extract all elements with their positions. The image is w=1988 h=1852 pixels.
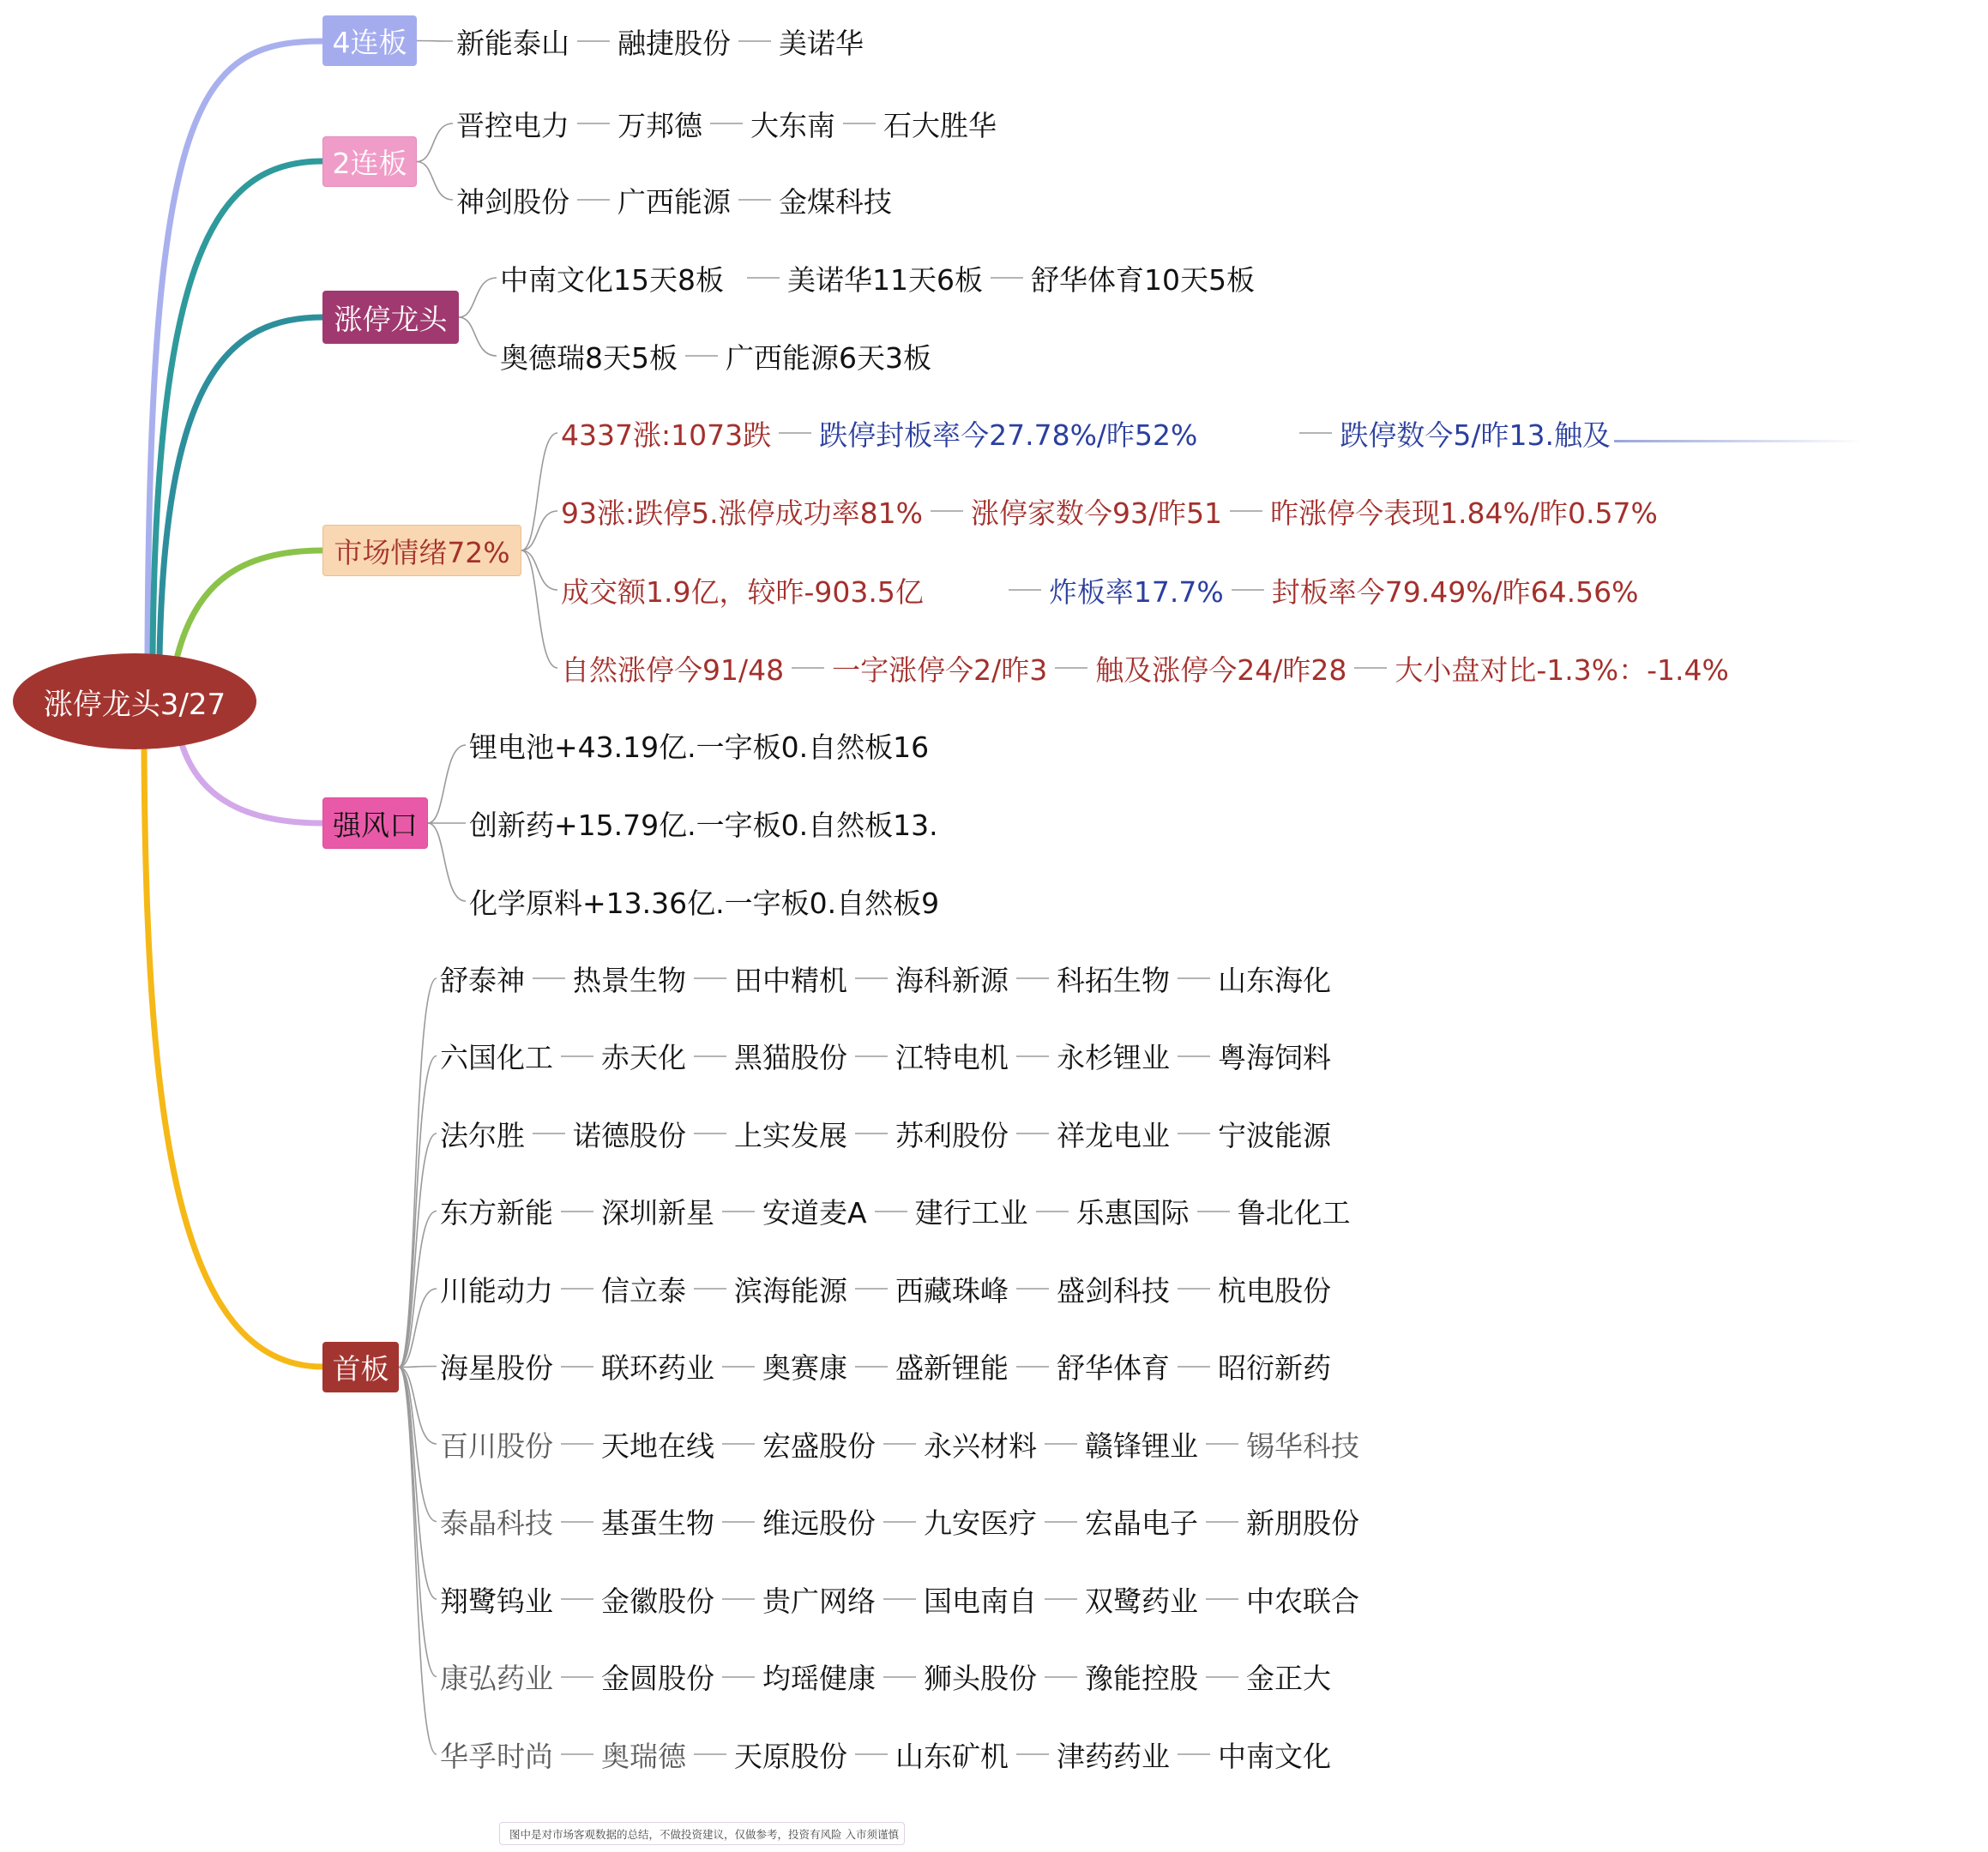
connector-line — [855, 1288, 888, 1290]
leaf-node[interactable]: 昭衍新药 — [1218, 1351, 1331, 1385]
node-row — [440, 1735, 1331, 1774]
node-row — [469, 881, 939, 921]
leaf-node[interactable]: 诺德股份 — [573, 1118, 686, 1152]
sub-branch-line — [399, 1212, 437, 1368]
leaf-node[interactable]: 永杉锂业 — [1057, 1041, 1170, 1074]
connector-line — [694, 1055, 726, 1057]
branch-label: 强风口 — [333, 808, 418, 842]
node-row — [469, 725, 929, 765]
leaf-node[interactable]: 黑猫股份 — [734, 1041, 847, 1074]
connector-line — [855, 1055, 888, 1057]
connector-line — [561, 1443, 593, 1445]
branch-node[interactable] — [322, 797, 428, 849]
leaf-node[interactable]: 大小盘对比-1.3%：-1.4% — [1395, 652, 1729, 687]
connector-line — [1230, 510, 1262, 512]
leaf-node[interactable]: 苏利股份 — [895, 1118, 1009, 1152]
connector-line — [1354, 667, 1387, 669]
leaf-node[interactable]: 金煤科技 — [779, 184, 892, 219]
node-row — [440, 1269, 1331, 1308]
node-row — [561, 648, 1729, 688]
connector-line — [561, 1676, 593, 1678]
leaf-node[interactable]: 建行工业 — [914, 1196, 1028, 1230]
leaf-node[interactable]: 新朋股份 — [1246, 1506, 1359, 1540]
leaf-node[interactable]: 大东南 — [750, 108, 835, 142]
connector-line — [722, 1521, 755, 1523]
leaf-node[interactable]: 宏盛股份 — [762, 1428, 876, 1463]
connector-line — [747, 277, 780, 279]
leaf-node[interactable]: 江特电机 — [895, 1041, 1009, 1074]
connector-line — [855, 977, 888, 979]
leaf-node[interactable]: 翔鹭钨业 — [440, 1584, 553, 1618]
disclaimer-text: 图中是对市场客观数据的总结，不做投资建议，仅做参考，投资有风险 入市须谨慎 — [509, 1827, 899, 1841]
connector-line — [883, 1443, 916, 1445]
leaf-node[interactable]: 融捷股份 — [617, 26, 731, 60]
main-branch-line — [153, 161, 322, 657]
leaf-node[interactable]: 金徽股份 — [601, 1584, 714, 1618]
leaf-node[interactable]: 双鹭药业 — [1085, 1584, 1198, 1618]
connector-line — [1016, 977, 1049, 979]
branch-node[interactable] — [322, 291, 459, 344]
connector-line — [561, 1753, 593, 1755]
leaf-node[interactable]: 一字涨停今2/昨3 — [832, 652, 1048, 687]
leaf-node[interactable]: 法尔胜 — [440, 1118, 525, 1152]
sub-branch-line — [417, 162, 453, 201]
branch-node[interactable] — [322, 525, 521, 576]
connector-line — [561, 1366, 593, 1368]
sub-branch-line — [521, 550, 557, 668]
leaf-node[interactable]: 川能动力 — [440, 1273, 553, 1308]
leaf-node[interactable]: 永兴材料 — [924, 1428, 1037, 1463]
branch-node[interactable] — [322, 15, 417, 66]
connector-line — [1045, 1676, 1077, 1678]
connector-line — [694, 1133, 726, 1134]
connector-line — [577, 123, 610, 124]
leaf-node[interactable]: 鲁北化工 — [1237, 1196, 1351, 1230]
node-row — [561, 570, 1639, 610]
leaf-node[interactable]: 康弘药业 — [440, 1662, 553, 1695]
leaf-node[interactable]: 奥瑞德 — [601, 1739, 686, 1773]
leaf-node[interactable]: 深圳新星 — [601, 1196, 714, 1230]
leaf-node[interactable]: 狮头股份 — [924, 1662, 1037, 1695]
connector-line — [1045, 1521, 1077, 1523]
branch-label: 市场情绪72% — [334, 535, 510, 569]
leaf-node[interactable]: 六国化工 — [440, 1041, 553, 1074]
leaf-node[interactable]: 山东矿机 — [895, 1739, 1009, 1773]
connector-line — [883, 1676, 916, 1678]
leaf-node[interactable]: 奥赛康 — [762, 1351, 847, 1385]
connector-line — [561, 1211, 593, 1212]
connector-line — [533, 1133, 565, 1134]
leaf-node[interactable]: 滨海能源 — [734, 1273, 847, 1308]
leaf-node[interactable]: 神剑股份 — [456, 184, 569, 219]
connector-line — [883, 1521, 916, 1523]
leaf-node[interactable]: 自然涨停今91/48 — [561, 652, 785, 687]
node-row — [440, 1347, 1331, 1386]
leaf-node[interactable]: 炸板率17.7% — [1048, 574, 1224, 609]
leaf-node[interactable]: 百川股份 — [440, 1428, 553, 1463]
leaf-node[interactable]: 奥德瑞8天5板 — [500, 340, 678, 375]
connector-line — [1232, 589, 1264, 591]
leaf-node[interactable]: 涨停家数今93/昨51 — [970, 496, 1223, 530]
leaf-node[interactable]: 新能泰山 — [456, 26, 569, 60]
connector-line — [533, 977, 565, 979]
connector-line — [722, 1598, 755, 1600]
connector-line — [722, 1443, 755, 1445]
connector-line — [710, 123, 743, 124]
leaf-node[interactable]: 维远股份 — [762, 1506, 876, 1540]
connector-line — [1206, 1676, 1238, 1678]
leaf-node[interactable]: 基蛋生物 — [601, 1506, 714, 1540]
branch-label: 首板 — [332, 1352, 389, 1386]
node-row — [456, 104, 997, 143]
connector-line — [1045, 1598, 1077, 1600]
leaf-node[interactable]: 万邦德 — [617, 108, 702, 142]
leaf-node[interactable]: 贵广网络 — [762, 1584, 876, 1618]
node-row — [440, 1579, 1359, 1619]
leaf-node[interactable]: 触及涨停今24/昨28 — [1095, 652, 1347, 687]
leaf-node[interactable]: 联环药业 — [601, 1351, 714, 1385]
leaf-node[interactable]: 祥龙电业 — [1057, 1118, 1170, 1152]
leaf-node[interactable]: 国电南自 — [924, 1584, 1037, 1618]
leaf-node[interactable]: 豫能控股 — [1085, 1662, 1198, 1695]
leaf-node[interactable]: 舒华体育 — [1057, 1351, 1170, 1385]
leaf-node[interactable]: 盛剑科技 — [1057, 1273, 1170, 1308]
main-branch-line — [177, 550, 322, 658]
connector-line — [1206, 1443, 1238, 1445]
connector-line — [1016, 1288, 1049, 1290]
leaf-node[interactable]: 东方新能 — [440, 1196, 553, 1230]
connector-line — [991, 277, 1023, 279]
connector-line — [1178, 1288, 1210, 1290]
leaf-node[interactable]: 信立泰 — [601, 1273, 686, 1308]
leaf-node[interactable]: 4337涨:1073跌 — [561, 418, 772, 452]
leaf-node[interactable]: 泰晶科技 — [440, 1506, 553, 1540]
leaf-node[interactable]: 杭电股份 — [1218, 1273, 1331, 1308]
sub-branch-line — [459, 278, 497, 317]
sub-branch-line — [417, 41, 453, 42]
connector-line — [1178, 1055, 1210, 1057]
node-row — [456, 180, 892, 219]
connector-line — [1016, 1753, 1049, 1755]
connector-line — [577, 40, 610, 42]
leaf-node[interactable]: 美诺华 — [779, 26, 864, 60]
connector-line — [694, 977, 726, 979]
leaf-node[interactable]: 晋控电力 — [456, 108, 569, 142]
connector-line — [1009, 589, 1041, 591]
connector-line — [685, 355, 718, 357]
connector-line — [722, 1366, 755, 1368]
leaf-node[interactable]: 盛新锂能 — [895, 1351, 1009, 1385]
connector-line — [1178, 977, 1210, 979]
main-branch-line — [144, 748, 322, 1367]
sub-branch-line — [399, 1367, 437, 1368]
leaf-node[interactable]: 中南文化15天8板 — [500, 262, 724, 297]
connector-line — [722, 1211, 755, 1212]
connector-line — [561, 1521, 593, 1523]
node-row — [440, 1502, 1359, 1542]
connector-line — [1206, 1521, 1238, 1523]
connector-line — [883, 1598, 916, 1600]
connector-line — [694, 1753, 726, 1755]
connector-line — [561, 1055, 593, 1057]
connector-line — [1016, 1055, 1049, 1057]
leaf-node[interactable]: 海科新源 — [895, 963, 1009, 997]
connector-line — [855, 1133, 888, 1134]
sub-branch-line — [428, 823, 466, 901]
leaf-node[interactable]: 舒泰神 — [440, 963, 525, 997]
leaf-node[interactable]: 赣锋锂业 — [1085, 1428, 1198, 1463]
leaf-node[interactable]: 化学原料+13.36亿.一字板0.自然板9 — [469, 886, 940, 920]
node-row — [561, 491, 1658, 531]
leaf-node[interactable]: 成交额1.9亿，较昨-903.5亿 — [561, 574, 924, 609]
leaf-node[interactable]: 田中精机 — [734, 963, 847, 997]
connector-line — [1197, 1211, 1230, 1212]
connector-line — [779, 432, 811, 434]
sub-branch-line — [521, 511, 557, 550]
leaf-node[interactable]: 宁波能源 — [1218, 1118, 1331, 1152]
node-row — [440, 1657, 1331, 1697]
connector-line — [1055, 667, 1087, 669]
node-row — [440, 1037, 1331, 1076]
leaf-node[interactable]: 上实发展 — [734, 1118, 847, 1152]
branch-label: 涨停龙头 — [334, 302, 448, 336]
leaf-node[interactable]: 西藏珠峰 — [895, 1273, 1009, 1308]
sub-branch-line — [459, 317, 497, 356]
sub-branch-line — [417, 123, 453, 162]
leaf-node[interactable]: 中农联合 — [1246, 1584, 1359, 1618]
leaf-node[interactable]: 93涨:跌停5.涨停成功率81% — [561, 496, 923, 530]
leaf-node[interactable]: 天地在线 — [601, 1428, 714, 1463]
leaf-node[interactable]: 舒华体育10天5板 — [1031, 262, 1255, 297]
connector-line — [931, 510, 963, 512]
connector-line — [843, 123, 876, 124]
node-row — [500, 336, 931, 376]
leaf-node[interactable]: 热景生物 — [573, 963, 686, 997]
leaf-node[interactable]: 华孚时尚 — [440, 1739, 553, 1773]
connector-line — [875, 1211, 907, 1212]
leaf-node[interactable]: 粤海饲料 — [1218, 1041, 1331, 1074]
connector-line — [1016, 1366, 1049, 1368]
leaf-node[interactable]: 安道麦A — [762, 1196, 867, 1230]
branch-label: 2连板 — [332, 147, 407, 180]
leaf-node[interactable]: 跌停封板率今27.78%/昨52% — [819, 418, 1198, 452]
leaf-node[interactable]: 广西能源 — [617, 184, 731, 219]
leaf-node[interactable]: 昨涨停今表现1.84%/昨0.57% — [1270, 496, 1658, 530]
leaf-node[interactable]: 美诺华11天6板 — [787, 262, 983, 297]
connector-line — [561, 1598, 593, 1600]
leaf-node[interactable]: 山东海化 — [1218, 963, 1331, 997]
node-row — [561, 413, 1863, 453]
node-row — [440, 1192, 1351, 1231]
leaf-node[interactable]: 赤天化 — [601, 1041, 686, 1074]
connector-line — [1206, 1598, 1238, 1600]
connector-line — [694, 1288, 726, 1290]
connector-line — [1178, 1753, 1210, 1755]
connector-line — [1016, 1133, 1049, 1134]
leaf-node[interactable]: 广西能源6天3板 — [726, 340, 931, 375]
leaf-node[interactable]: 锂电池+43.19亿.一字板0.自然板16 — [469, 730, 930, 764]
connector-line — [1178, 1366, 1210, 1368]
leaf-node[interactable]: 金圆股份 — [601, 1662, 714, 1695]
leaf-node[interactable]: 乐惠国际 — [1075, 1196, 1190, 1230]
connector-line — [1178, 1133, 1210, 1134]
node-row — [440, 1114, 1331, 1153]
leaf-node[interactable]: 跌停数今5/昨13.触及 — [1340, 418, 1611, 452]
branch-node[interactable] — [322, 136, 417, 187]
leaf-node[interactable]: 九安医疗 — [924, 1506, 1037, 1540]
connector-line — [738, 40, 771, 42]
node-row — [440, 1424, 1359, 1464]
node-row — [440, 959, 1331, 998]
sub-branch-line — [428, 745, 466, 823]
connector-line — [1045, 1443, 1077, 1445]
sub-branch-line — [521, 550, 557, 590]
leaf-node[interactable]: 中南文化 — [1218, 1739, 1331, 1773]
sub-branch-line — [399, 1368, 437, 1522]
root-label: 涨停龙头3/27 — [43, 687, 226, 722]
leaf-node[interactable]: 金正大 — [1246, 1662, 1331, 1695]
root-node[interactable] — [13, 653, 256, 749]
connector-line — [738, 199, 771, 201]
sub-branch-line — [521, 433, 557, 550]
node-row — [500, 258, 1255, 298]
connector-line — [1299, 432, 1332, 434]
connector-line — [855, 1753, 888, 1755]
fade-line — [1614, 440, 1863, 442]
connector-line — [561, 1288, 593, 1290]
connector-line — [792, 667, 824, 669]
leaf-node[interactable]: 创新药+15.79亿.一字板0.自然板13. — [469, 808, 938, 842]
leaf-node[interactable]: 宏晶电子 — [1085, 1506, 1198, 1540]
connector-line — [722, 1676, 755, 1678]
leaf-node[interactable]: 天原股份 — [734, 1739, 847, 1773]
leaf-node[interactable]: 津药药业 — [1057, 1739, 1170, 1773]
node-row — [456, 21, 864, 61]
disclaimer-box — [499, 1822, 905, 1845]
connector-line — [855, 1366, 888, 1368]
main-branch-line — [160, 317, 322, 657]
leaf-node[interactable]: 海星股份 — [440, 1351, 553, 1385]
leaf-node[interactable]: 锡华科技 — [1246, 1428, 1359, 1463]
leaf-node[interactable]: 石大胜华 — [883, 108, 997, 142]
main-branch-line — [182, 744, 322, 823]
connector-line — [577, 199, 610, 201]
connector-line — [1036, 1211, 1069, 1212]
leaf-node[interactable]: 封板率今79.49%/昨64.56% — [1271, 574, 1639, 609]
node-row — [469, 803, 938, 843]
branch-label: 4连板 — [332, 26, 407, 59]
leaf-node[interactable]: 科拓生物 — [1057, 963, 1170, 997]
branch-node[interactable] — [322, 1342, 399, 1392]
leaf-node[interactable]: 均瑶健康 — [762, 1662, 876, 1695]
